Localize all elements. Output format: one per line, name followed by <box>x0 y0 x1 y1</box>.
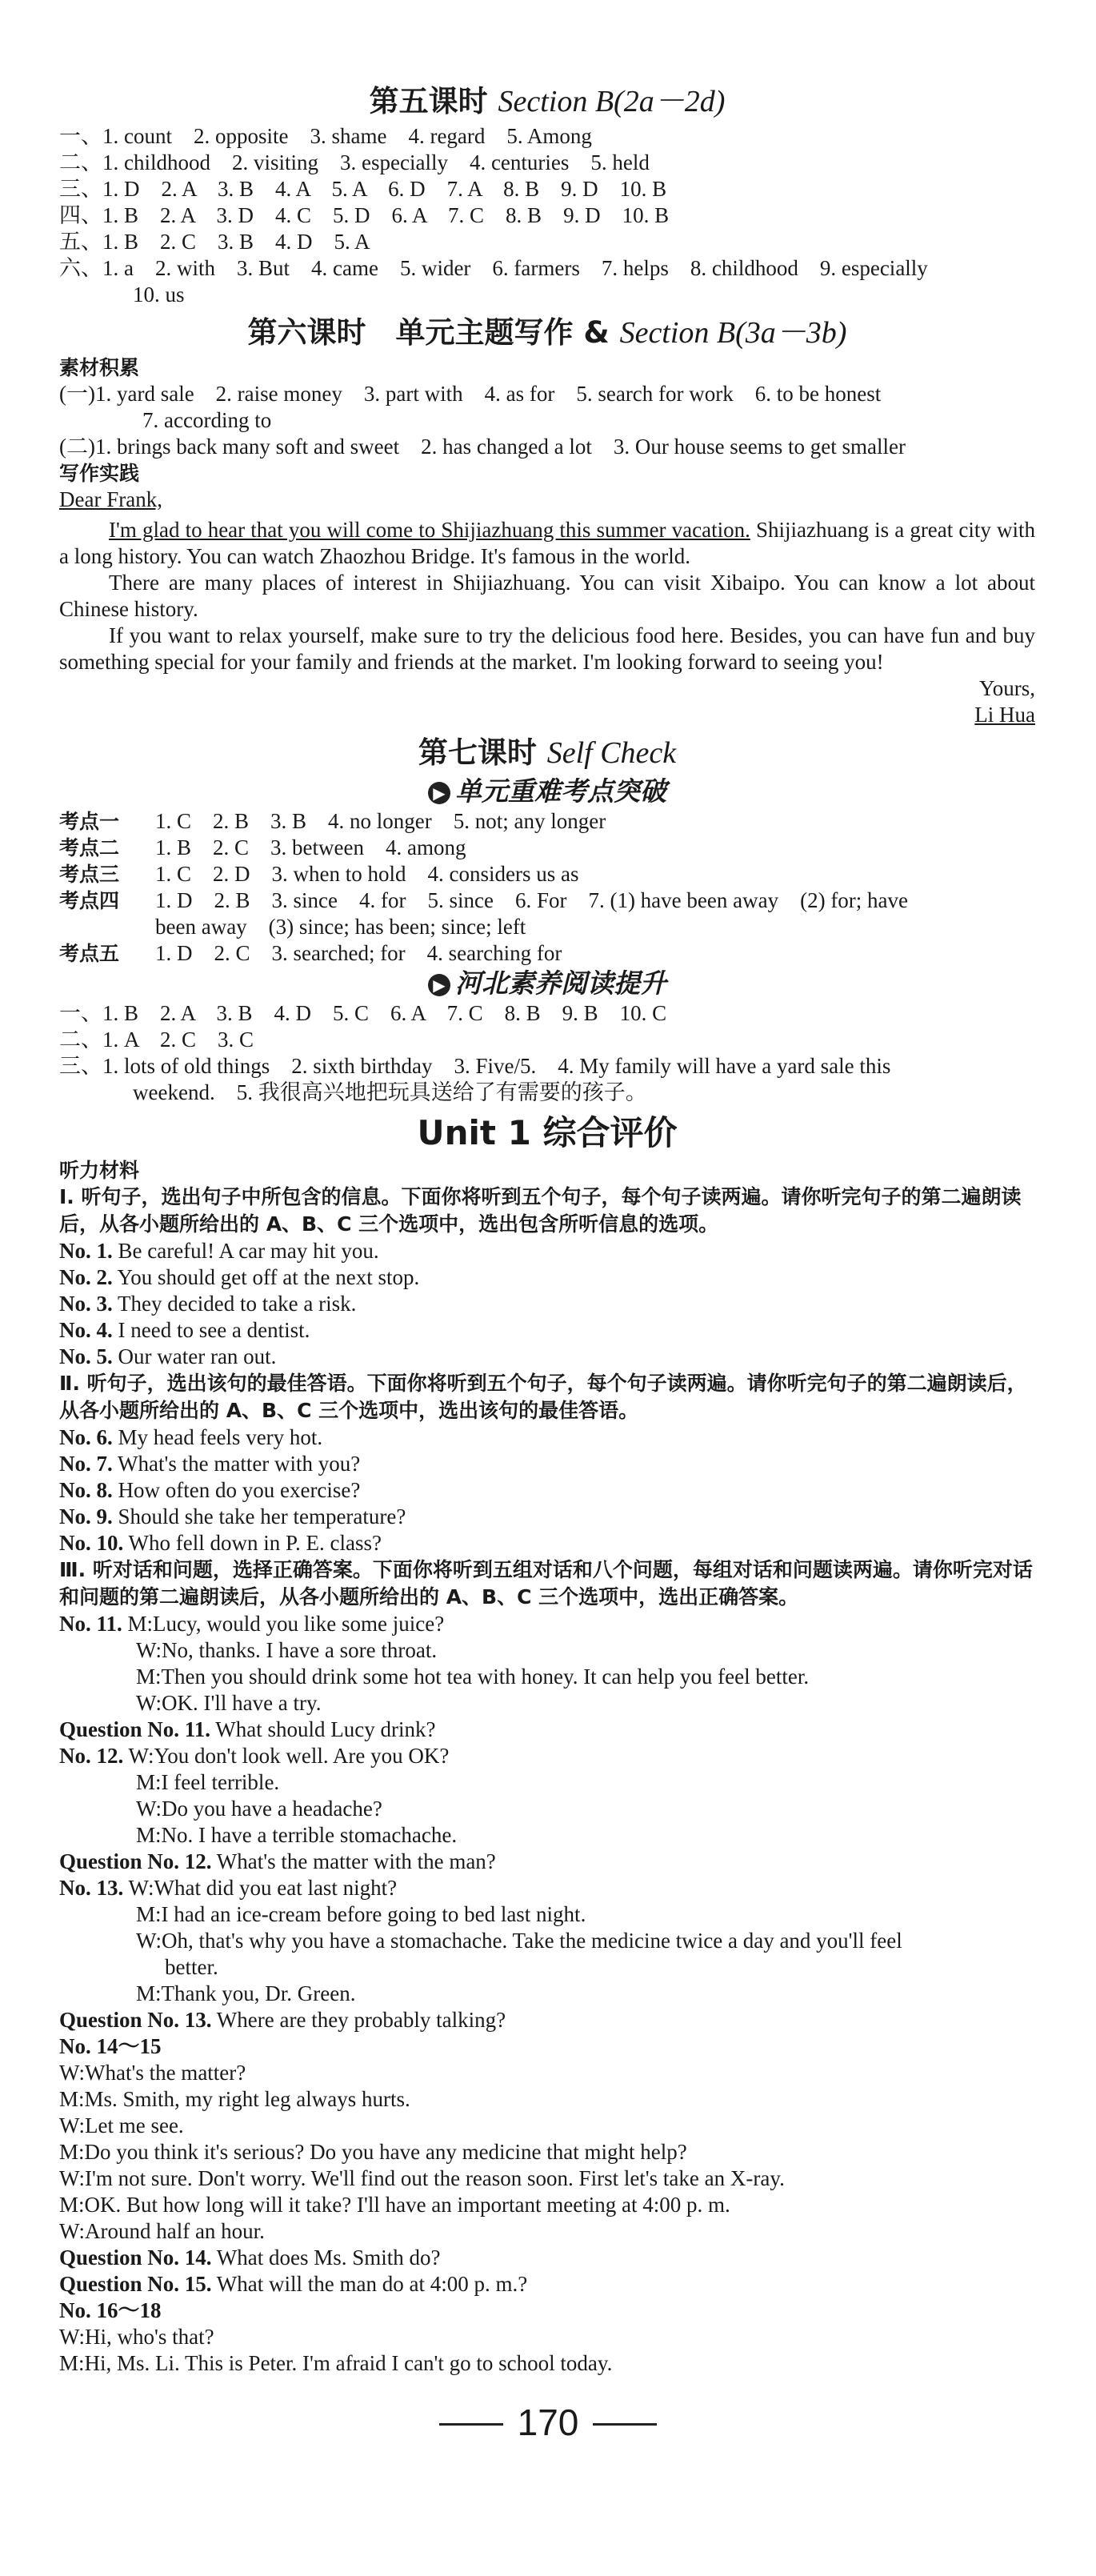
page-number-dash-left <box>439 2423 503 2426</box>
reading-line: weekend. 5. 我很高兴地把玩具送给了有需要的孩子。 <box>133 1080 647 1104</box>
dialogue-line: M:Thank you, Dr. Green. <box>136 1981 356 2005</box>
dialogue-line: W:Hi, who's that? <box>59 2325 214 2349</box>
listening-label: 听力材料 <box>59 1159 140 1182</box>
letter-underlined-sentence: I'm glad to hear that you will come to Shijiazhuang this summer vacation. <box>109 518 750 542</box>
subsection-key-points <box>59 775 1035 808</box>
page <box>59 77 1035 2377</box>
key-point-row <box>59 861 1035 887</box>
page-number-dash-right <box>593 2423 657 2426</box>
dialogue-heading: No. 14～15 <box>59 2034 162 2058</box>
question-line: Question No. 13. Where are they probably talking? <box>59 2008 506 2032</box>
material-label: 素材积累 <box>59 356 140 379</box>
key-point-row <box>59 835 1035 861</box>
signature-name: Li Hua <box>974 703 1035 727</box>
answer-line: 四、1. B 2. A 3. D 4. C 5. D 6. A 7. C 8. B 9. D 10. B <box>59 203 670 227</box>
listening-item: No. 5. Our water ran out. <box>59 1344 277 1368</box>
letter-paragraph-1 <box>59 517 1035 570</box>
answer-line: 10. us <box>133 282 185 306</box>
dialogue-line: M:I feel terrible. <box>136 1770 280 1794</box>
key-point-label: 考点四 <box>59 889 120 912</box>
dialogue-line: better. <box>165 1955 218 1979</box>
key-point-label: 考点三 <box>59 863 120 886</box>
question-line: Question No. 15. What will the man do at 4:00 p. m.? <box>59 2272 528 2296</box>
dialogue-line: M:Then you should drink some hot tea with honey. It can help you feel better. <box>136 1665 810 1689</box>
dialogue-line: W:Around half an hour. <box>59 2219 265 2243</box>
dialogue-line: M:Hi, Ms. Li. This is Peter. I'm afraid I can't go to school today. <box>59 2351 613 2375</box>
answer-line: 六、1. a 2. with 3. But 4. came 5. wider 6. farmers 7. helps 8. childhood 9. especially <box>59 256 928 280</box>
listening-item: No. 7. What's the matter with you? <box>59 1452 361 1476</box>
lesson7-title <box>59 733 1035 773</box>
key-point-answers: 1. D 2. B 3. since 4. for 5. since 6. For 7. (1) have been away (2) for; have <box>155 888 909 912</box>
dialogue-line: No. 13. W:What did you eat last night? <box>59 1876 398 1900</box>
question-line: Question No. 14. What does Ms. Smith do? <box>59 2245 441 2270</box>
key-point-label <box>59 914 155 940</box>
key-point-answers: 1. C 2. D 3. when to hold 4. considers us as <box>155 862 579 886</box>
dialogue-line: No. 11. M:Lucy, would you like some juice? <box>59 1612 445 1636</box>
listening-item: No. 10. Who fell down in P. E. class? <box>59 1531 382 1555</box>
dialogue-line: M:Do you think it's serious? Do you have any medicine that might help? <box>59 2140 687 2164</box>
answer-line: 二、1. childhood 2. visiting 3. especially 4. centuries 5. held <box>59 150 650 174</box>
listening-item: No. 4. I need to see a dentist. <box>59 1318 310 1342</box>
lesson6-title <box>59 313 1035 353</box>
page-number <box>0 2401 1096 2444</box>
key-point-row <box>59 887 1035 914</box>
dialogue-line: W:What's the matter? <box>59 2061 246 2085</box>
letter-paragraph-3: If you want to relax yourself, make sure to try the delicious food here. Besides, you can have fun and buy something special for your family and friends at the market. I'm looking forward to seeing you! <box>59 623 1035 674</box>
listening-item: No. 9. Should she take her temperature? <box>59 1504 406 1528</box>
listening-item: No. 8. How often do you exercise? <box>59 1478 361 1502</box>
subsection-key-points-label: 单元重难考点突破 <box>455 775 666 807</box>
dialogue-line: W:Let me see. <box>59 2113 184 2137</box>
material-line: (一)1. yard sale 2. raise money 3. part with 4. as for 5. search for work 6. to be honest <box>59 382 882 406</box>
listening-item: No. 1. Be careful! A car may hit you. <box>59 1239 379 1263</box>
listening-item: No. 2. You should get off at the next stop. <box>59 1265 420 1289</box>
letter-salutation: Dear Frank, <box>59 487 162 511</box>
listening-section-3: Ⅲ. 听对话和问题，选择正确答案。下面你将听到五组对话和八个问题，每组对话和问题读两遍。请你听完对话和问题的第二遍朗读后，从各小题所给出的 A、B、C 三个选项中，选出正确答案。 <box>59 1558 1033 1608</box>
page-number-value: 170 <box>517 2402 579 2443</box>
reading-line: 三、1. lots of old things 2. sixth birthday 3. Five/5. 4. My family will have a yard sale this <box>59 1054 891 1078</box>
dialogue-line: M:I had an ice-cream before going to bed last night. <box>136 1902 586 1926</box>
listening-section-2: Ⅱ. 听句子，选出该句的最佳答语。下面你将听到五个句子，每个句子读两遍。请你听完句子的第二遍朗读后，从各小题所给出的 A、B、C 三个选项中，选出该句的最佳答语。 <box>59 1372 1027 1422</box>
arrow-right-icon: ▶ <box>428 974 450 996</box>
subsection-reading-label: 河北素养阅读提升 <box>455 968 666 999</box>
lesson6-title-cn: 第六课时 单元主题写作 & <box>247 315 610 350</box>
arrow-right-icon: ▶ <box>428 782 450 804</box>
answer-line: 一、1. count 2. opposite 3. shame 4. regard 5. Among <box>59 124 592 148</box>
question-line: Question No. 11. What should Lucy drink? <box>59 1717 436 1741</box>
key-point-row <box>59 914 1035 940</box>
lesson7-title-en: Self Check <box>546 736 677 770</box>
key-points-list <box>59 808 1035 967</box>
unit-title: Unit 1 综合评价 <box>417 1113 678 1152</box>
key-point-answers: 1. C 2. B 3. B 4. no longer 5. not; any longer <box>155 809 606 833</box>
answer-line: 三、1. D 2. A 3. B 4. A 5. A 6. D 7. A 8. B 9. D 10. B <box>59 177 667 201</box>
key-point-row <box>59 808 1035 835</box>
dialogue-heading: No. 16～18 <box>59 2298 162 2322</box>
key-point-label: 考点五 <box>59 942 120 965</box>
listening-item: No. 6. My head feels very hot. <box>59 1425 323 1449</box>
lesson7-title-cn: 第七课时 <box>418 735 537 770</box>
reading-line: 二、1. A 2. C 3. C <box>59 1028 254 1052</box>
key-point-label: 考点一 <box>59 810 120 833</box>
subsection-reading <box>59 967 1035 1000</box>
reading-line: 一、1. B 2. A 3. B 4. D 5. C 6. A 7. C 8. B 9. B 10. C <box>59 1001 667 1025</box>
lesson5-title-cn: 第五课时 <box>369 84 488 118</box>
key-point-row <box>59 940 1035 967</box>
writing-label: 写作实践 <box>59 462 140 485</box>
material-line: (二)1. brings back many soft and sweet 2. has changed a lot 3. Our house seems to get smaller <box>59 435 906 459</box>
dialogue-line: W:I'm not sure. Don't worry. We'll find out the reason soon. First let's take an X-ray. <box>59 2166 785 2190</box>
listening-item: No. 3. They decided to take a risk. <box>59 1292 357 1316</box>
key-point-answers: been away (3) since; has been; since; left <box>155 915 526 939</box>
letter-p1-rest: Shijiazhuang is a great city with a long history. You can watch Zhaozhou Bridge. It's famous in the world. <box>59 518 1036 568</box>
listening-section-1: Ⅰ. 听句子，选出句子中所包含的信息。下面你将听到五个句子，每个句子读两遍。请你听完句子的第二遍朗读后，从各小题所给出的 A、B、C 三个选项中，选出包含所听信息的选项。 <box>59 1185 1022 1236</box>
lesson5-title-en: Section B(2a－2d) <box>498 85 726 118</box>
letter-signature <box>59 702 1035 728</box>
question-line: Question No. 12. What's the matter with the man? <box>59 1849 496 1873</box>
dialogue-line: W:OK. I'll have a try. <box>136 1691 322 1715</box>
material-line: 7. according to <box>142 408 272 432</box>
answer-line: 五、1. B 2. C 3. B 4. D 5. A <box>59 230 370 254</box>
key-point-answers: 1. B 2. C 3. between 4. among <box>155 835 466 859</box>
lesson5-title <box>59 82 1035 122</box>
lesson5-answers <box>59 123 1035 308</box>
dialogue-line: W:Oh, that's why you have a stomachache. Take the medicine twice a day and you'll feel <box>136 1929 902 1953</box>
key-point-label: 考点二 <box>59 836 120 859</box>
dialogue-line: M:OK. But how long will it take? I'll have an important meeting at 4:00 p. m. <box>59 2193 730 2217</box>
key-point-answers: 1. D 2. C 3. searched; for 4. searching for <box>155 941 562 965</box>
dialogue-line: No. 12. W:You don't look well. Are you OK? <box>59 1744 450 1768</box>
dialogue-line: M:Ms. Smith, my right leg always hurts. <box>59 2087 410 2111</box>
dialogue-line: M:No. I have a terrible stomachache. <box>136 1823 458 1847</box>
dialogue-line: W:Do you have a headache? <box>136 1797 382 1821</box>
letter-closing: Yours, <box>978 676 1035 700</box>
lesson6-title-en: Section B(3a－3b) <box>619 316 847 350</box>
letter-paragraph-2: There are many places of interest in Shijiazhuang. You can visit Xibaipo. You can know a lot about Chinese history. <box>59 571 1035 621</box>
dialogue-line: W:No, thanks. I have a sore throat. <box>136 1638 438 1662</box>
